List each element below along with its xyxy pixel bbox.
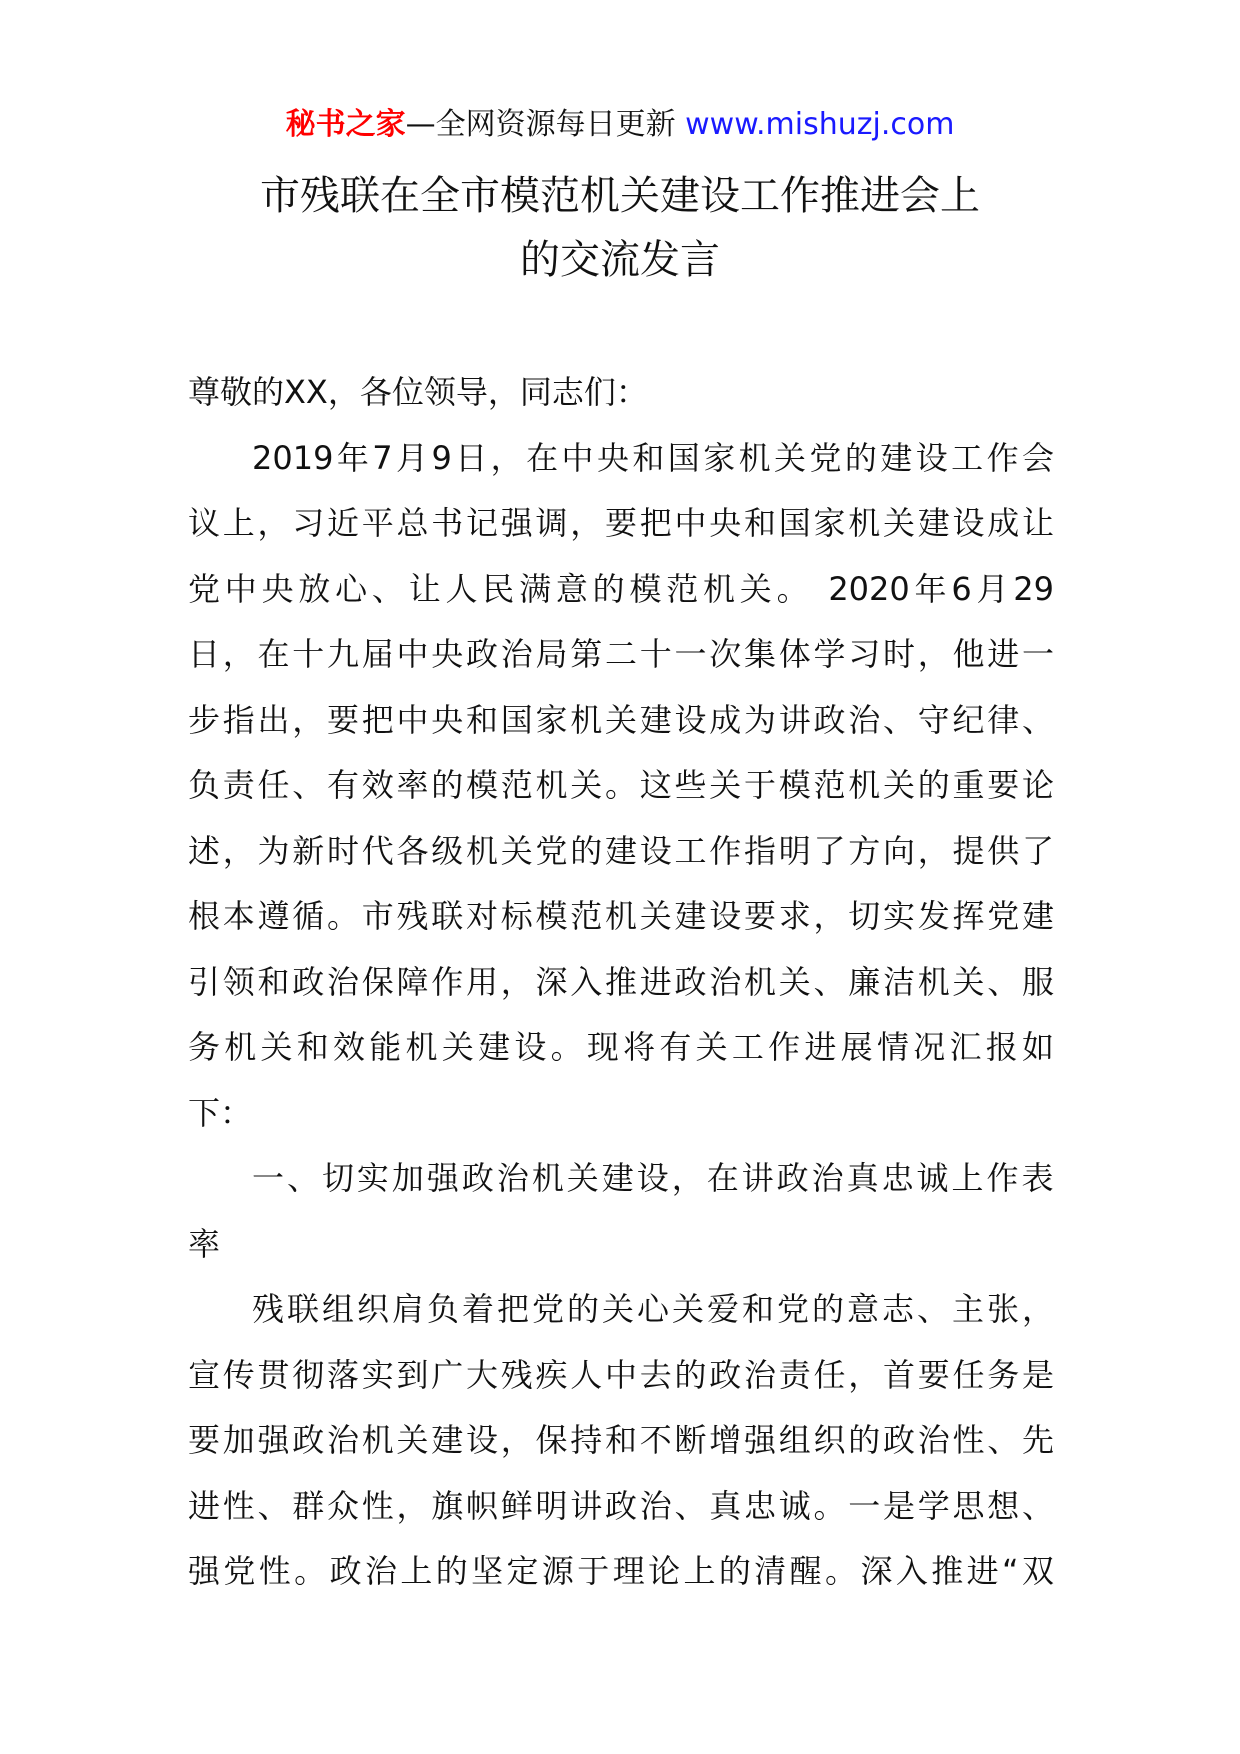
paragraph-line: 负责任、有效率的模范机关。这些关于模范机关的重要论 [188, 766, 1054, 804]
salutation: 尊敬的XX，各位领导，同志们： [188, 373, 648, 411]
title-line-2: 的交流发言 [520, 237, 720, 283]
site-url[interactable]: www.mishuzj.com [685, 107, 955, 142]
paragraph-line: 残联组织肩负着把党的关心关爱和党的意志、主张， [252, 1290, 1054, 1328]
paragraph-line: 进性、群众性，旗帜鲜明讲政治、真忠诚。一是学思想、 [188, 1486, 1054, 1525]
site-banner [0, 103, 1240, 147]
section-heading-line: 一、切实加强政治机关建设，在讲政治真忠诚上作表 [252, 1159, 1054, 1197]
document-title [0, 164, 1240, 292]
title-line-1: 市残联在全市模范机关建设工作推进会上 [260, 173, 980, 219]
paragraph-line: 日，在十九届中央政治局第二十一次集体学习时，他进一 [188, 635, 1054, 673]
paragraph-line: 务机关和效能机关建设。现将有关工作进展情况汇报如 [188, 1028, 1054, 1066]
document-body [188, 360, 1054, 1605]
paragraph-line: 述，为新时代各级机关党的建设工作指明了方向，提供了 [188, 831, 1054, 870]
paragraph-line: 引领和政治保障作用，深入推进政治机关、廉洁机关、服 [188, 962, 1054, 1001]
paragraph-line: 党中央放心、让人民满意的模范机关。 2020年6月29 [188, 569, 1054, 608]
paragraph-line: 宣传贯彻落实到广大残疾人中去的政治责任，首要任务是 [188, 1355, 1054, 1394]
paragraph-line: 步指出，要把中央和国家机关建设成为讲政治、守纪律、 [188, 700, 1054, 739]
paragraph-line: 要加强政治机关建设，保持和不断增强组织的政治性、先 [188, 1421, 1054, 1459]
paragraph-line: 下： [188, 1093, 253, 1132]
paragraph-line: 议上，习近平总书记强调，要把中央和国家机关建设成让 [188, 504, 1054, 542]
banner-tagline: —全网资源每日更新 [405, 107, 676, 142]
brand-name: 秘书之家 [285, 107, 406, 142]
paragraph-line: 强党性。政治上的坚定源于理论上的清醒。深入推进“双 [188, 1552, 1054, 1590]
section-heading-line: 率 [188, 1224, 221, 1263]
paragraph-line: 2019年7月9日，在中央和国家机关党的建设工作会 [252, 438, 1054, 477]
paragraph-line: 根本遵循。市残联对标模范机关建设要求，切实发挥党建 [188, 897, 1054, 935]
